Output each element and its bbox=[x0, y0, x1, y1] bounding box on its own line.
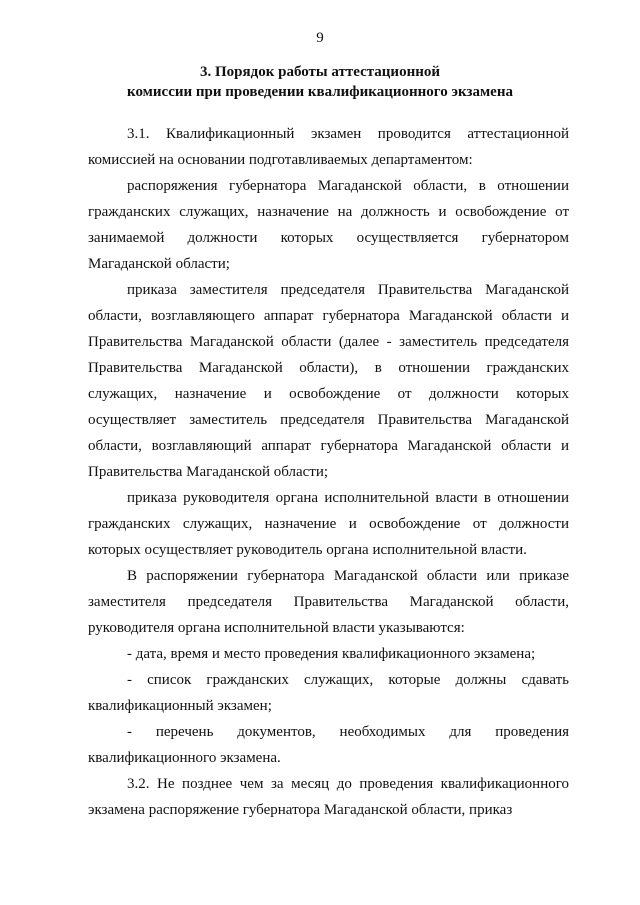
paragraph-executive-head-order: приказа руководителя органа исполнительной власти в отношении гражданских служащих, назначение и освобождение от должности которых осуществляет руководитель органа исполнительной власти. bbox=[88, 490, 569, 558]
section-heading bbox=[70, 62, 570, 102]
section-heading-line-1: 3. Порядок работы аттестационной bbox=[200, 64, 440, 80]
paragraph-order-contents: В распоряжении губернатора Магаданской области или приказе заместителя председателя Правительства Магаданской области, руководителя органа исполнительной власти указываются: bbox=[88, 568, 569, 636]
section-heading-line-2: комиссии при проведении квалификационного экзамена bbox=[127, 84, 513, 100]
page-number: 9 bbox=[316, 30, 324, 46]
paragraph-3-1-intro: 3.1. Квалификационный экзамен проводится аттестационной комиссией на основании подготавливаемых департаментом: bbox=[88, 126, 569, 168]
paragraph-governor-order: распоряжения губернатора Магаданской области, в отношении гражданских служащих, назначение на должность и освобождение от занимаемой должности которых осуществляется губернатором Магаданской области; bbox=[88, 178, 569, 272]
paragraph-3-2: 3.2. Не позднее чем за месяц до проведения квалификационного экзамена распоряжение губернатора Магаданской области, приказ bbox=[88, 776, 569, 818]
body-text bbox=[88, 121, 569, 823]
list-item-date-time-place: - дата, время и место проведения квалификационного экзамена; bbox=[127, 646, 536, 662]
paragraph-deputy-chairman-order: приказа заместителя председателя Правительства Магаданской области, возглавляющего аппарат губернатора Магаданской области и Правительства Магаданской области (далее - заместитель председателя Правительства Магаданской области), в отношении гражданских служащих, назначение и освобождение от должности которых осуществляет заместитель председателя Правительства Магаданской области, возглавляющий аппарат губернатора Магаданской области и Правительства Магаданской области; bbox=[88, 282, 569, 480]
list-item-employee-list: - список гражданских служащих, которые должны сдавать квалификационный экзамен; bbox=[88, 672, 569, 714]
list-item-documents-list: - перечень документов, необходимых для проведения квалификационного экзамена. bbox=[88, 724, 569, 766]
